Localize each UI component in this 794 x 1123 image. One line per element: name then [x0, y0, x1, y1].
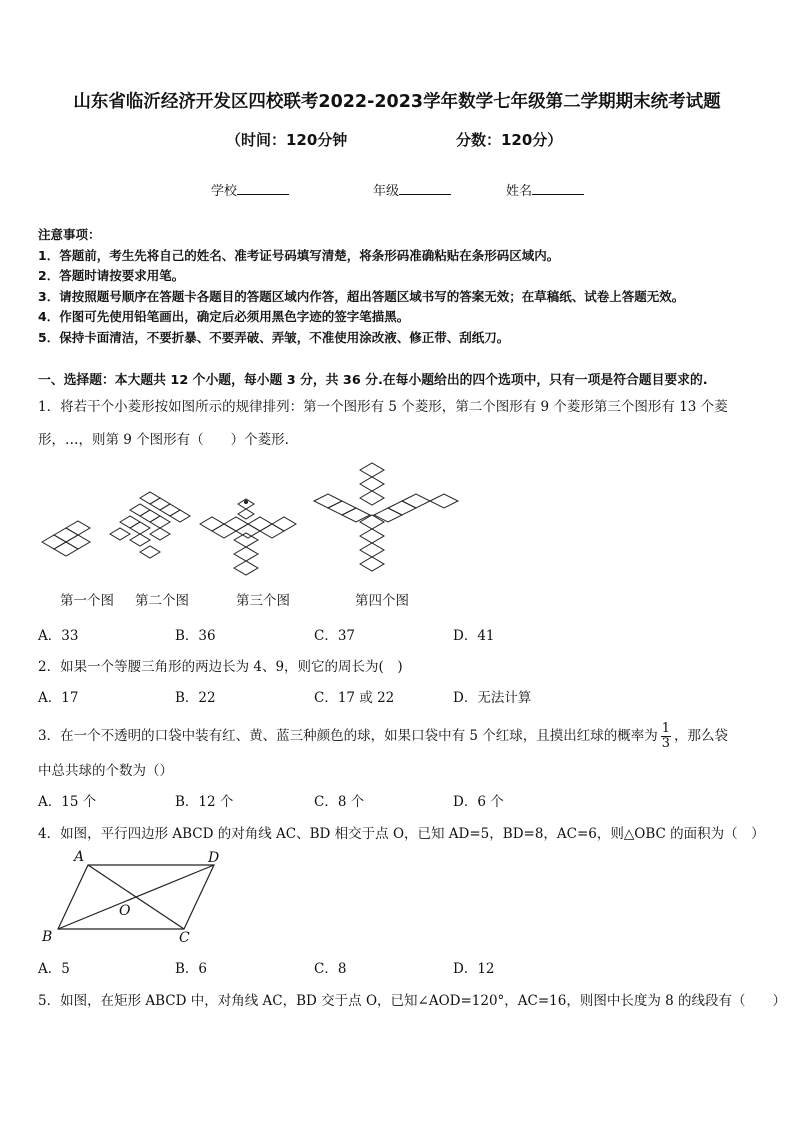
q3-option-d: D．6 个: [453, 794, 504, 810]
q3-option-a: A．15 个: [38, 794, 97, 810]
exam-time: （时间：120分钟: [226, 131, 348, 149]
note-item: 5．保持卡面清洁，不要折暴、不要弄破、弄皱，不准使用涂改液、修正带、刮纸刀。: [38, 330, 510, 345]
q1-text-line1: 1．将若干个小菱形按如图所示的规律排列：第一个图形有 5 个菱形，第二个图形有 9 个菱形第三个图形有 13 个菱: [38, 399, 728, 415]
school-blank: [237, 182, 289, 195]
rhombus-pattern-figure: [30, 455, 460, 585]
figure-label-2: 第二个图: [135, 593, 189, 609]
q1-option-b: B．36: [175, 628, 216, 644]
exam-score: 分数：120分）: [456, 131, 563, 149]
q2-option-a: A．17: [38, 690, 79, 706]
name-label: 姓名: [506, 184, 533, 199]
q3-text-a: 3．在一个不透明的口袋中装有红、黄、蓝三种颜色的球，如果口袋中有 5 个红球，且摸出红球的概率为: [38, 728, 658, 744]
note-item: 2．答题时请按要求用笔。: [38, 268, 185, 283]
q3-option-b: B．12 个: [175, 794, 234, 810]
figure-label-3: 第三个图: [236, 593, 290, 609]
vertex-label-b: B: [42, 929, 53, 945]
name-blank: [532, 182, 584, 195]
q2-text: 2．如果一个等腰三角形的两边长为 4、9，则它的周长为( ): [38, 659, 403, 675]
grade-blank: [399, 182, 451, 195]
q1-option-d: D．41: [453, 628, 495, 644]
q5-text: 5．如图，在矩形 ABCD 中，对角线 AC，BD 交于点 O，已知∠AOD=120°，AC=16，则图中长度为 8 的线段有（ ）: [38, 993, 787, 1009]
vertex-label-c: C: [179, 930, 190, 946]
name-field: [506, 180, 584, 199]
q1-text-line2: 形，…，则第 9 个图形有（ ）个菱形.: [38, 432, 289, 448]
note-item: 1．答题前，考生先将自己的姓名、准考证号码填写清楚，将条形码准确粘贴在条形码区域内。: [38, 248, 560, 263]
q1-option-c: C．37: [314, 628, 356, 644]
note-item: 3．请按照题号顺序在答题卡各题目的答题区域内作答，超出答题区域书写的答案无效；在草稿纸、试卷上答题无效。: [38, 289, 685, 304]
notes-heading: 注意事项：: [38, 227, 101, 242]
q2-option-d: D．无法计算: [453, 690, 532, 706]
q4-option-b: B．6: [175, 961, 208, 977]
q4-option-a: A．5: [38, 961, 70, 977]
note-item: 4．作图可先使用铅笔画出，确定后必须用黑色字迹的签字笔描黑。: [38, 309, 410, 324]
point-label-o: O: [119, 903, 131, 919]
q4-option-d: D．12: [453, 961, 495, 977]
fraction-numerator: 1: [661, 721, 671, 736]
q3-text-b: ，那么袋: [674, 728, 729, 744]
q4-option-c: C．8: [314, 961, 347, 977]
q2-option-c: C．17 或 22: [314, 690, 395, 706]
q3-text-line2: 中总共球的个数为（）: [38, 763, 173, 779]
page-title: 山东省临沂经济开发区四校联考2022-2023学年数学七年级第二学期期末统考试题: [73, 92, 721, 112]
q3-text: [38, 722, 728, 751]
fraction-denominator: 3: [661, 736, 671, 751]
grade-field: [373, 180, 451, 199]
q4-text: 4．如图，平行四边形 ABCD 的对角线 AC、BD 相交于点 O，已知 AD=5，BD=8，AC=6，则△OBC 的面积为（ ）: [38, 826, 765, 842]
q3-fraction: [661, 722, 671, 751]
q3-option-c: C．8 个: [314, 794, 365, 810]
vertex-label-a: A: [74, 849, 85, 865]
section-heading: 一、选择题：本大题共 12 个小题，每小题 3 分，共 36 分.在每小题给出的四个选项中，只有一项是符合题目要求的.: [38, 373, 708, 388]
vertex-label-d: D: [208, 850, 220, 866]
q2-option-b: B．22: [175, 690, 216, 706]
figure-label-1: 第一个图: [60, 593, 114, 609]
school-field: [211, 180, 289, 199]
parallelogram-figure: [36, 845, 236, 950]
school-label: 学校: [211, 184, 238, 199]
q1-option-a: A．33: [38, 628, 79, 644]
grade-label: 年级: [373, 184, 400, 199]
figure-label-4: 第四个图: [355, 593, 409, 609]
